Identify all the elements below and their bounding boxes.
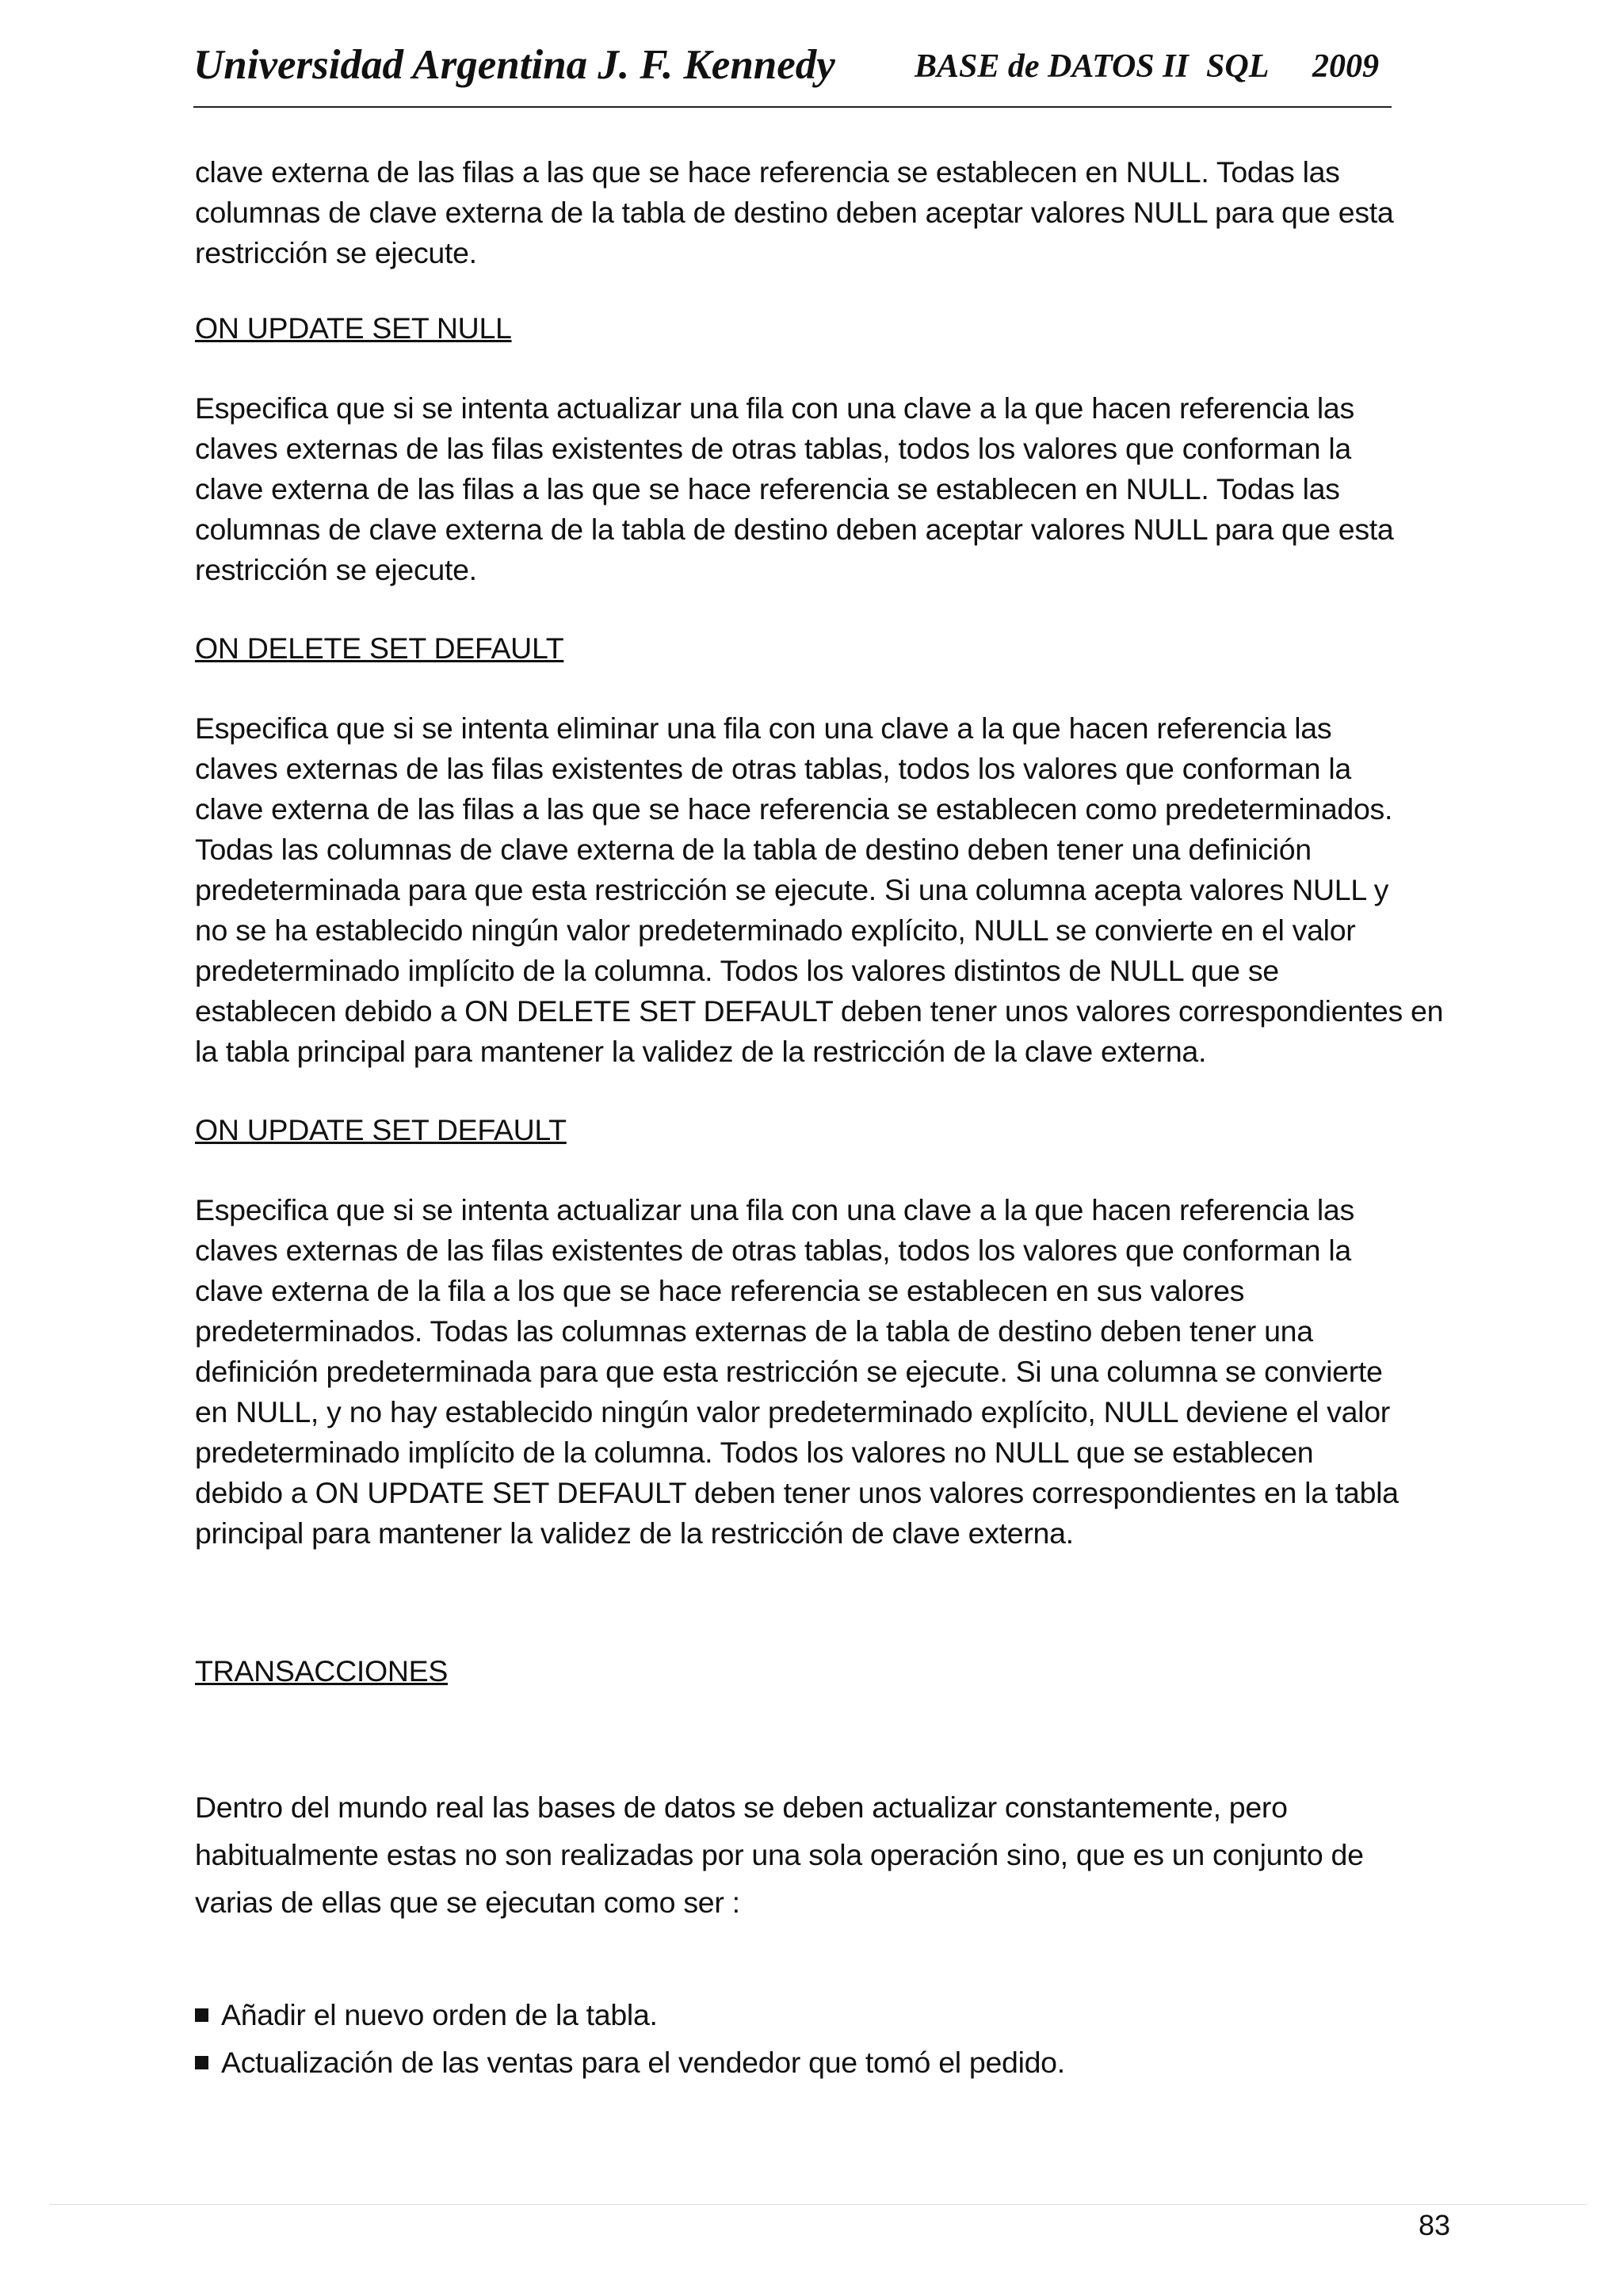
heading-on-delete-set-default: ON DELETE SET DEFAULT bbox=[195, 631, 564, 665]
continuation-paragraph: clave externa de las filas a las que se hace referencia se establecen en NULL. Todas las columnas de clave externa de la tabla de destino deben aceptar valores NULL para que esta restricción se ejecute. bbox=[195, 155, 1394, 269]
course-name: BASE de DATOS II bbox=[915, 48, 1189, 85]
footer-divider bbox=[49, 2204, 1587, 2205]
topic-label: SQL bbox=[1206, 48, 1270, 85]
page-header bbox=[193, 35, 1392, 108]
list-item-text: Añadir el nuevo orden de la tabla. bbox=[221, 1998, 658, 2031]
square-bullet-icon bbox=[195, 2056, 208, 2069]
paragraph-on-update-set-null: Especifica que si se intenta actualizar una fila con una clave a la que hacen referencia las claves externas de las filas existentes de otras tablas, todos los valores que conforman la clave externa de las filas a las que se hace referencia se establecen en NULL. Todas las columnas de clave externa de la tabla de destino deben aceptar valores NULL para que esta restricción se ejecute. bbox=[195, 391, 1394, 586]
heading-on-update-set-default: ON UPDATE SET DEFAULT bbox=[195, 1113, 567, 1146]
paragraph-transacciones: Dentro del mundo real las bases de datos se deben actualizar constantemente, pero habitualmente estas no son realizadas por una sola operación sino, que es un conjunto de varias de ellas que se ejecutan como ser : bbox=[195, 1791, 1364, 1919]
heading-transacciones: TRANSACCIONES bbox=[195, 1654, 449, 1688]
university-title: Universidad Argentina J. F. Kennedy bbox=[193, 42, 835, 88]
paragraph-on-delete-set-default: Especifica que si se intenta eliminar una fila con una clave a la que hacen referencia las claves externas de las filas existentes de otras tablas, todos los valores que conforman la clave externa de las filas a las que se hace referencia se establecen como predeterminados. Todas las columnas de clave externa de la tabla de destino deben tener una definición predeterminada para que esta restricción se ejecute. Si una columna acepta valores NULL y no se ha establecido ningún valor predeterminado explícito, NULL se convierte en el valor predeterminado implícito de la columna. Todos los valores distintos de NULL que se establecen debido a ON DELETE SET DEFAULT deben tener unos valores correspondientes en la tabla principal para mantener la validez de la restricción de la clave externa. bbox=[195, 711, 1444, 1068]
list-item bbox=[195, 1991, 1463, 2039]
heading-on-update-set-null: ON UPDATE SET NULL bbox=[195, 311, 512, 345]
list-item bbox=[195, 2039, 1463, 2086]
year-label: 2009 bbox=[1312, 48, 1379, 85]
page-number: 83 bbox=[1418, 2209, 1450, 2241]
list-item-text: Actualización de las ventas para el vendedor que tomó el pedido. bbox=[221, 2046, 1065, 2079]
paragraph-on-update-set-default: Especifica que si se intenta actualizar una fila con una clave a la que hacen referencia las claves externas de las filas existentes de otras tablas, todos los valores que conforman la clave externa de la fila a los que se hace referencia se establecen en sus valores predeterminados. Todas las columnas externas de la tabla de destino deben tener una definición predeterminada para que esta restricción se ejecute. Si una columna se convierte en NULL, y no hay establecido ningún valor predeterminado explícito, NULL deviene el valor predeterminado implícito de la columna. Todos los valores no NULL que se establecen debido a ON UPDATE SET DEFAULT deben tener unos valores correspondientes en la tabla principal para mantener la validez de la restricción de clave externa. bbox=[195, 1193, 1399, 1550]
square-bullet-icon bbox=[195, 2008, 208, 2022]
document-body bbox=[195, 152, 1463, 2086]
transaction-steps-list bbox=[195, 1991, 1463, 2086]
